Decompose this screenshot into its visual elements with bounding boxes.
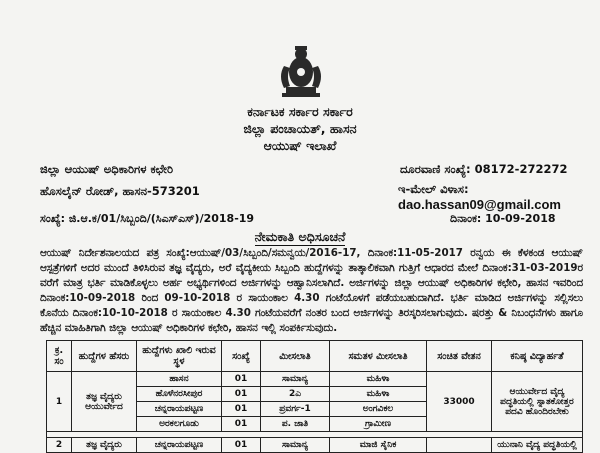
count-cell: 01 (222, 417, 261, 432)
serial-cell: 2 (47, 438, 72, 453)
horizontal-cell: ಮಹಿಳಾ (330, 372, 427, 387)
reservation-cell: 2ಎ (261, 387, 330, 402)
place-cell: ಹಾಸನ (137, 372, 222, 387)
place-cell: ಚನ್ನರಾಯಪಟ್ಟಣ (137, 402, 222, 417)
header-post: ಹುದ್ದೆಗಳ ಹೆಸರು (72, 341, 137, 372)
post-cell: ತಜ್ಞ ವೈದ್ಯರು (72, 438, 137, 453)
header-qualification: ಕನಿಷ್ಠ ವಿದ್ಯಾರ್ಹತೆ (492, 341, 583, 372)
reference-number: ಸಂಖ್ಯೆ: ಜಿ.ಆ.ಕ/01/ಸಿಬ್ಬಂದಿ/(ಸಿಎಸ್‌ಎಸ್)/2018-19 (40, 212, 255, 225)
reservation-cell: ಸಾಮಾನ್ಯ (261, 438, 330, 453)
notice-date: ದಿನಾಂಕ: 10-09-2018 (450, 212, 556, 225)
reservation-cell: ಸಾಮಾನ್ಯ (261, 372, 330, 387)
notice-body: ಆಯುಷ್ ನಿರ್ದೇಶನಾಲಯದ ಪತ್ರ ಸಂಖ್ಯೆ:ಆಯುಷ್/03/ಸಿಬ್ಬಂದಿ/ಸಮನ್ವಯ/2016-17, ದಿನಾಂಕ:11-05-2017 ರನ್ವಯ ಈ ಕೆಳಕಂಡ ಆಯುಷ್ ಆಸ್ಪತ್ರೆಗಳಿಗೆ ಅದರ ಮುಂದೆ ತಿಳಿಸಿರುವ ತಜ್ಞ ವೈದ್ಯರು, ಅರೆ ವೈದ್ಯಕೀಯ ಸಿಬ್ಬಂದಿ ಹುದ್ದೆಗಳನ್ನು ತಾತ್ಕಾಲಿಕವಾಗಿ ಗುತ್ತಿಗೆ ಆಧಾರದ ಮೇಲೆ ದಿನಾಂಕ:31-03-2019ರ ವರೆಗೆ ಮಾತ್ರ ಭರ್ತಿ ಮಾಡಿಕೊಳ್ಳಲು ಅರ್ಹ ಅಭ್ಯರ್ಥಿಗಳಿಂದ ಅರ್ಜಿಗಳನ್ನು ಆಹ್ವಾನಿಸಲಾಗಿದೆ. ಅರ್ಜಿಗಳನ್ನು ಜಿಲ್ಲಾ ಆಯುಷ್ ಅಧಿಕಾರಿಗಳ ಕಛೇರಿ, ಹಾಸನ ಇವರಿಂದ ದಿನಾಂಕ:10-09-2018 ರಿಂದ 09-10-2018 ರ ಸಾಯಂಕಾಲ 4.30 ಗಂಟೆಯೊಳಗೆ ಪಡೆಯಬಹುದಾಗಿದೆ. ಭರ್ತಿ ಮಾಡಿದ ಅರ್ಜಿಗಳನ್ನು ಸಲ್ಲಿಸಲು ಕೊನೆಯ ದಿನಾಂಕ:10-10-2018 ರ ಸಾಯಂಕಾಲ 4.30 ಗಂಟೆಯವರೆಗೆ ನಂತರ ಬಂದ ಅರ್ಜಿಗಳನ್ನು ತಿರಸ್ಕರಿಸಲಾಗುವುದು. ಷರತ್ತು & ನಿಬಂಧನೆಗಳು ಹಾಗೂ ಹೆಚ್ಚಿನ ಮಾಹಿತಿಗಾಗಿ ಜಿಲ್ಲಾ ಆಯುಷ್ ಅಧಿಕಾರಿಗಳ ಕಛೇರಿ, ಹಾಸನ ಇಲ್ಲಿ ಸಂಪರ್ಕಿಸುವುದು. (40, 247, 583, 334)
table-header-row (47, 341, 583, 372)
notice-title-wrap (0, 229, 600, 245)
header-horizontal-reservation: ಸಮತಳ ಮೀಸಲಾತಿ (330, 341, 427, 372)
zilla-panchayat-heading: ಜಿಲ್ಲಾ ಪಂಚಾಯತ್, ಹಾಸನ (243, 121, 357, 136)
place-cell: ಅರಕಲಗೂಡು (137, 417, 222, 432)
reservation-cell: ಪ್ರವರ್ಗ-1 (261, 402, 330, 417)
email-label: ಇ-ಮೇಲ್ ವಿಳಾಸ: (398, 182, 469, 196)
count-cell: 01 (222, 387, 261, 402)
count-cell: 01 (222, 402, 261, 417)
horizontal-cell: ಅಂಗವಿಕಲ (330, 402, 427, 417)
place-cell: ಚನ್ನರಾಯಪಟ್ಟಣ (137, 438, 222, 453)
serial-cell: 1 (47, 372, 72, 432)
government-heading: ಕರ್ನಾಟಕ ಸರ್ಕಾರ ಸರ್ಕಾರ (247, 104, 353, 119)
email-address: dao.hassan09@gmail.com (398, 197, 561, 212)
office-email-line (398, 182, 600, 212)
header-count: ಸಂಖ್ಯೆ (222, 341, 261, 372)
header-place: ಹುದ್ದೆಗಳು ಖಾಲಿ ಇರುವ ಸ್ಥಳ (137, 341, 222, 372)
vacancy-table (46, 340, 583, 453)
header-reservation: ಮೀಸಲಾತಿ (261, 341, 330, 372)
office-name: ಜಿಲ್ಲಾ ಆಯುಷ್ ಅಧಿಕಾರಿಗಳ ಕಛೇರಿ (40, 162, 174, 176)
office-address: ಹೊಸಲೈನ್ ರೋಡ್, ಹಾಸನ-573201 (40, 184, 200, 198)
table-row (47, 372, 583, 387)
place-cell: ಹೊಳೆನರಸೀಪುರ (137, 387, 222, 402)
table-row (47, 438, 583, 453)
header-salary: ಸಂಚಿತ ವೇತನ (427, 341, 492, 372)
department-heading: ಆಯುಷ್ ಇಲಾಖೆ (263, 138, 337, 153)
qualification-cell: ಆಯುರ್ವೇದ ವೈದ್ಯ ಪದ್ಧತಿಯಲ್ಲಿ ಸ್ನಾತಕೋತ್ತರ ಪದವಿ ಹೊಂದಿರಬೇಕು (492, 372, 583, 432)
count-cell: 01 (222, 438, 261, 453)
header-serial: ಕ್ರ. ಸಂ (47, 341, 72, 372)
qualification-cell: ಯುನಾನಿ ವೈದ್ಯ ಪದ್ಧತಿಯಲ್ಲಿ (492, 438, 583, 453)
horizontal-cell: ಮಾಜಿ ಸೈನಿಕ (330, 438, 427, 453)
salary-cell: 33000 (427, 372, 492, 432)
post-cell: ತಜ್ಞ ವೈದ್ಯರು ಆಯುರ್ವೇದ (72, 372, 137, 432)
horizontal-cell: ಮಹಿಳಾ (330, 387, 427, 402)
office-phone: ದೂರವಾಣಿ ಸಂಖ್ಯೆ: 08172-272272 (400, 162, 568, 176)
notice-title: ನೇಮಕಾತಿ ಅಧಿಸೂಚನೆ (254, 229, 346, 244)
horizontal-cell: ಗ್ರಾಮೀಣ (330, 417, 427, 432)
salary-cell (427, 438, 492, 453)
state-emblem-icon (272, 42, 330, 100)
reservation-cell: ಪ. ಜಾತಿ (261, 417, 330, 432)
count-cell: 01 (222, 372, 261, 387)
